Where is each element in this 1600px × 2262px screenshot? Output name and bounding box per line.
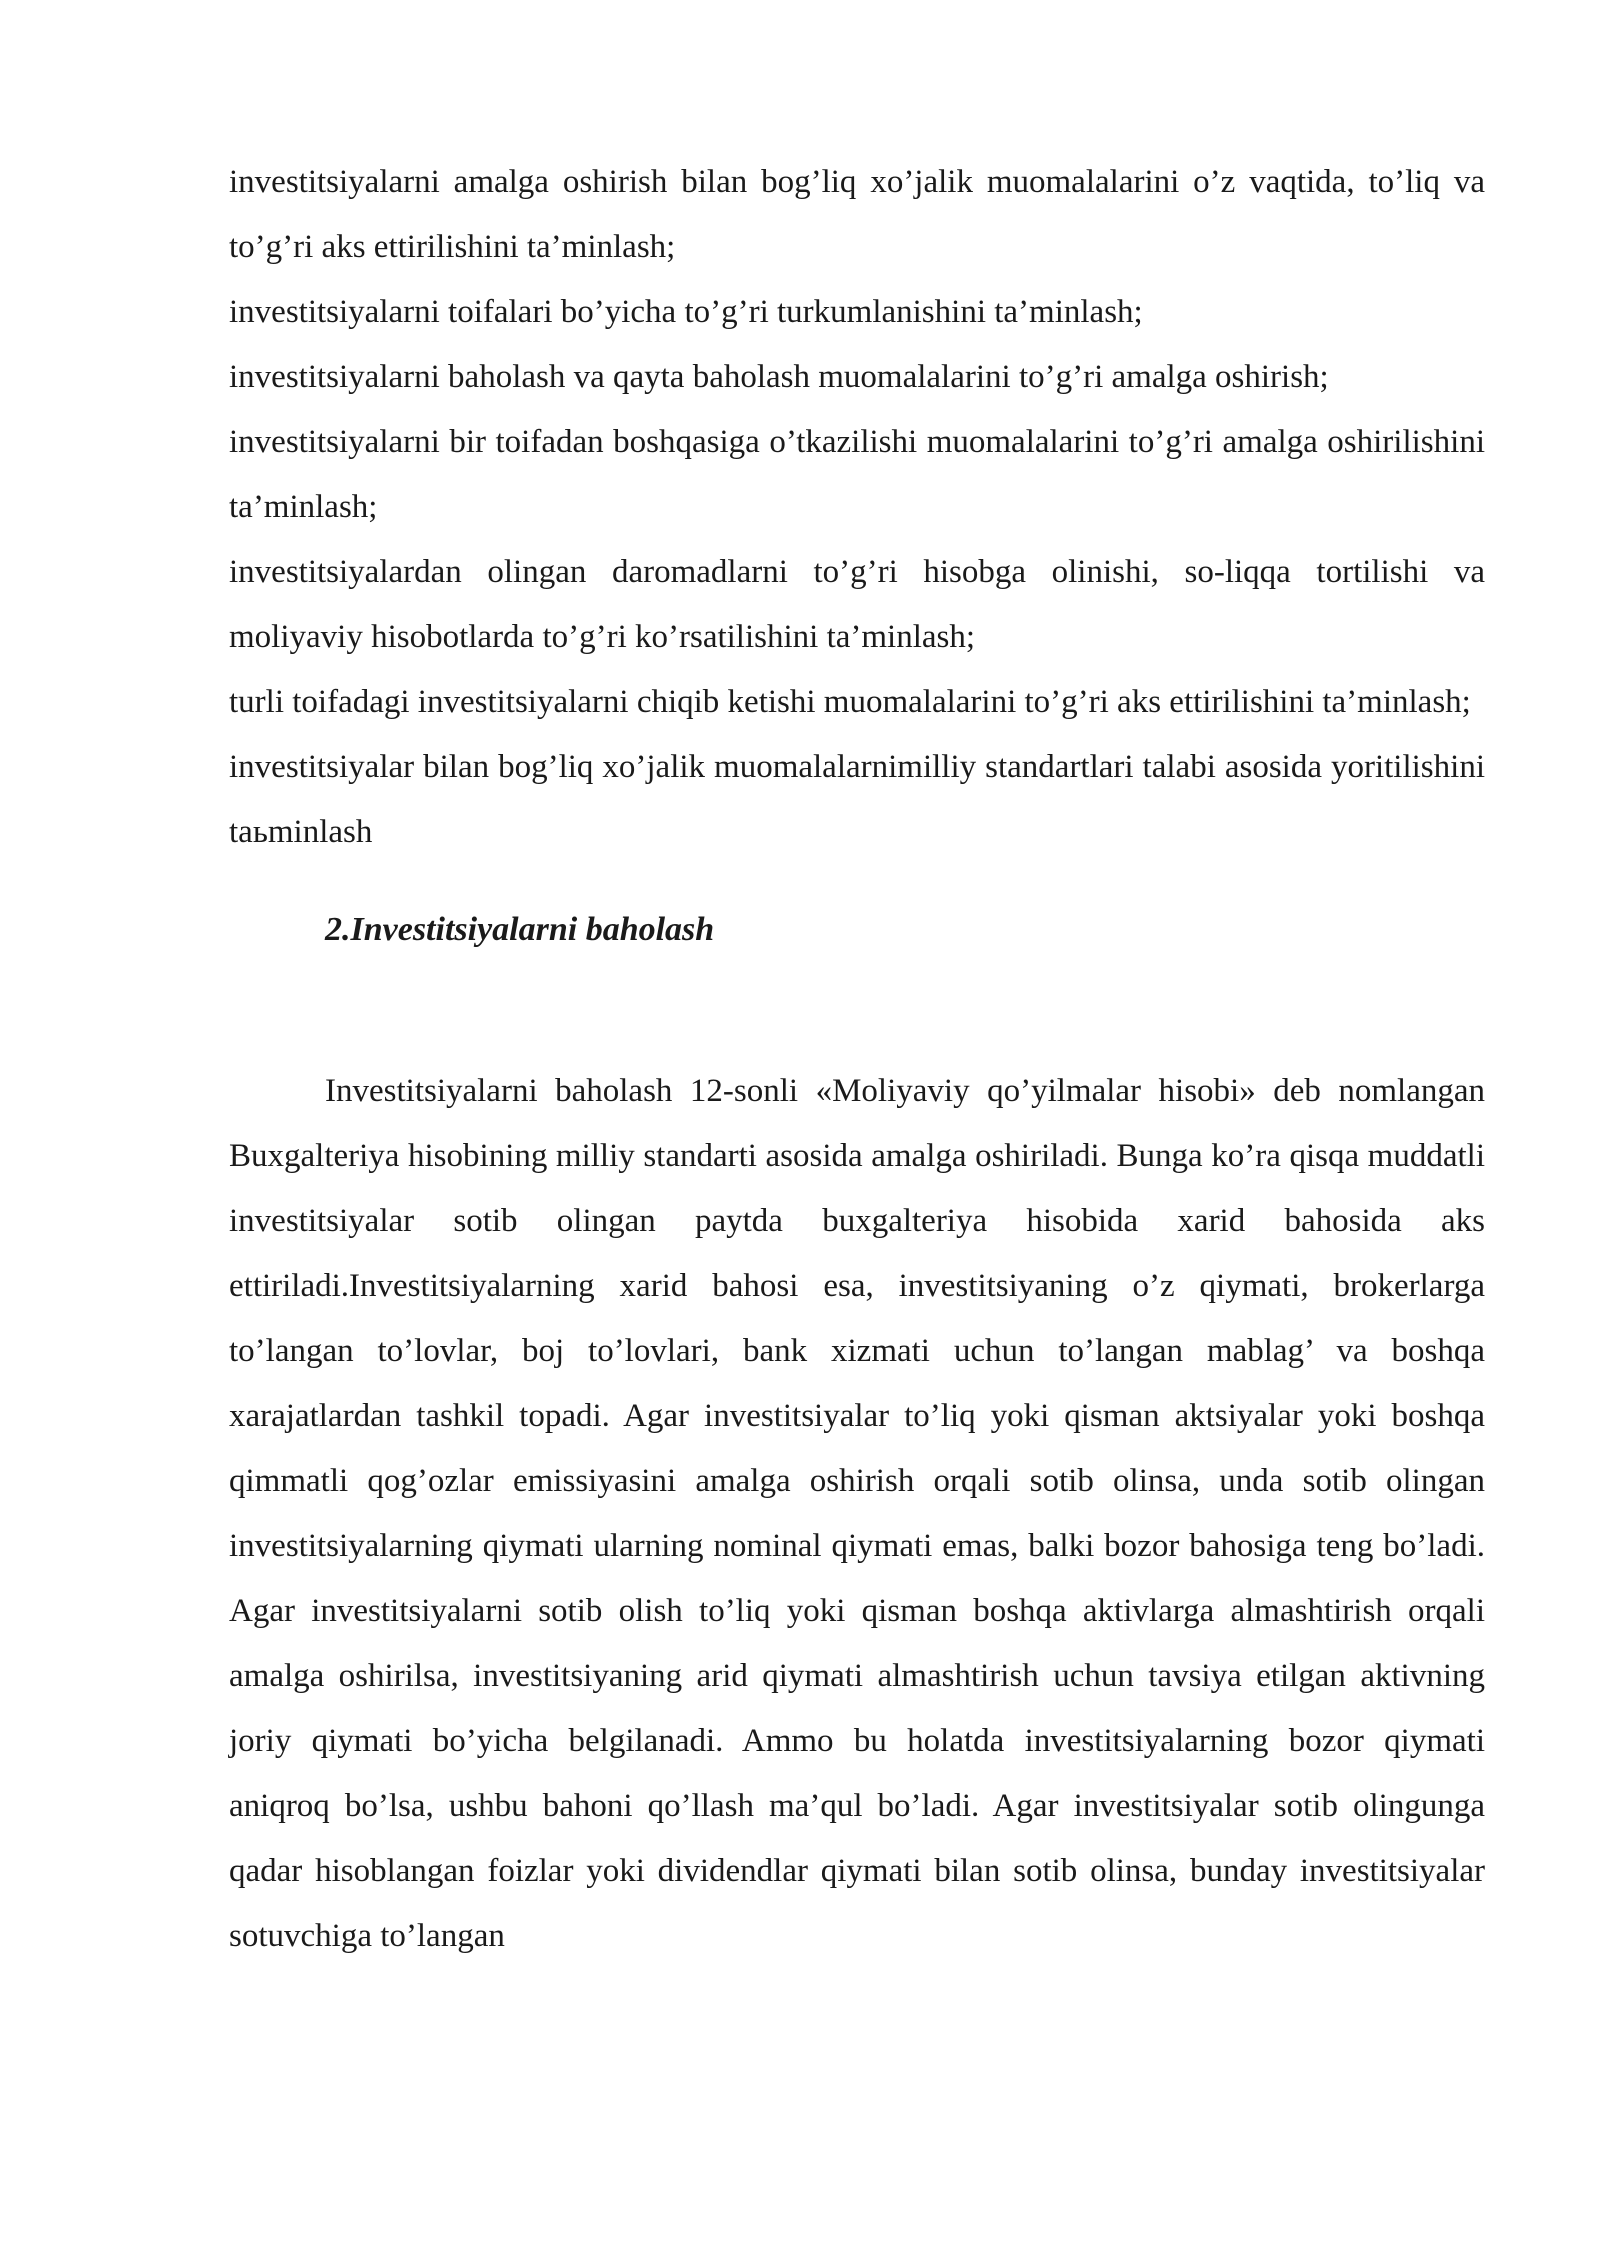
- section-heading: 2.Investitsiyalarni baholash: [325, 911, 715, 948]
- list-item: investitsiyalarni amalga oshirish bilan bog’liq xo’jalik muomalalarini o’z vaqtida, to’liq va to’g’ri aks ettirilishini ta’minlash;: [229, 164, 1485, 265]
- list-item: investitsiyalardan olingan daromadlarni to’g’ri hisobga olinishi, so-liqqa tortilishi va moliyaviy hisobotlarda to’g’ri ko’rsatilishini ta’minlash;: [229, 554, 1485, 655]
- list-item: investitsiyalarni baholash va qayta baholash muomalalarini to’g’ri amalga oshirish;: [229, 359, 1329, 395]
- list-item: investitsiyalar bilan bog’liq xo’jalik muomalalarnimilliy standartlari talabi asosida yoritilishini taьminlash: [229, 749, 1485, 850]
- list-item: investitsiyalarni toifalari bo’yicha to’g’ri turkumlanishini ta’minlash;: [229, 294, 1143, 330]
- objectives-list: [229, 150, 1485, 865]
- body-paragraph: Investitsiyalarni baholash 12-sonli «Moliyaviy qo’yilmalar hisobi» deb nomlangan Buxgalteriya hisobining milliy standarti asosida amalga oshiriladi. Bunga ko’ra qisqa muddatli investitsiyalar sotib olingan paytda buxgalteriya hisobida xarid bahosida aks ettiriladi.Investitsiyalarning xarid bahosi esa, investitsiyaning o’z qiymati, brokerlarga to’langan to’lovlar, boj to’lovlari, bank xizmati uchun to’langan mablag’ va boshqa xarajatlardan tashkil topadi. Agar investitsiyalar to’liq yoki qisman aktsiyalar yoki boshqa qimmatli qog’ozlar emissiyasini amalga oshirish orqali sotib olinsa, unda sotib olingan investitsiyalarning qiymati ularning nominal qiymati emas, balki bozor bahosiga teng bo’ladi. Agar investitsiyalarni sotib olish to’liq yoki qisman boshqa aktivlarga almashtirish orqali amalga oshirilsa, investitsiyaning arid qiymati almashtirish uchun tavsiya etilgan aktivning joriy qiymati bo’yicha belgilanadi. Ammo bu holatda investitsiyalarning bozor qiymati aniqroq bo’lsa, ushbu bahoni qo’llash ma’qul bo’ladi. Agar investitsiyalar sotib olingunga qadar hisoblangan foizlar yoki dividendlar qiymati bilan sotib olinsa, bunday investitsiyalar sotuvchiga to’langan: [229, 1073, 1485, 1954]
- list-item: turli toifadagi investitsiyalarni chiqib ketishi muomalalarini to’g’ri aks ettirilishini ta’minlash;: [229, 684, 1471, 720]
- document-page: [229, 150, 1485, 2002]
- list-item: investitsiyalarni bir toifadan boshqasiga o’tkazilishi muomalalarini to’g’ri amalga oshirilishini ta’minlash;: [229, 424, 1485, 525]
